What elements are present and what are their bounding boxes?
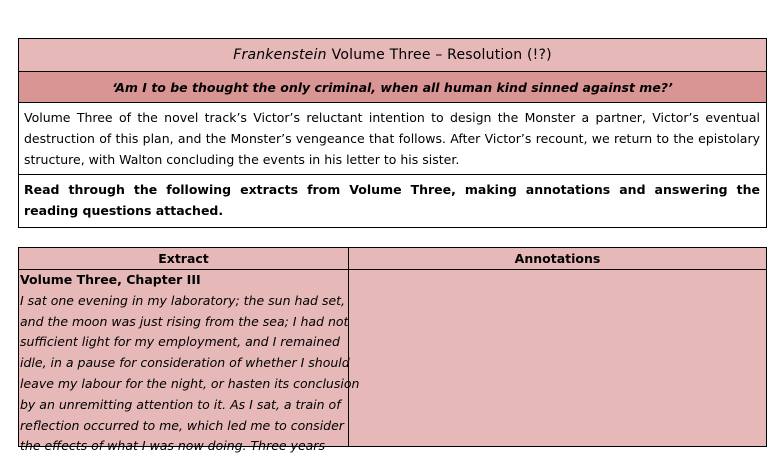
title-italic: Frankenstein <box>233 47 327 63</box>
extract-line: idle, in a pause for consideration of whether I should <box>20 355 350 371</box>
task-text: Read through the following extracts from Volume Three, making annotations and answering the reading questions attached. <box>24 182 760 218</box>
annotations-cell[interactable] <box>349 270 766 446</box>
extract-cell <box>19 270 360 457</box>
extract-line: reflection occurred to me, which led me to consider <box>20 417 344 433</box>
extract-line: and the moon was just rising from the sea; I had not <box>20 313 349 329</box>
column-header-annotations: Annotations <box>514 251 601 266</box>
quote-text: ‘Am I to be thought the only criminal, when all human kind sinned against me?’ <box>112 79 673 95</box>
intro-paragraph <box>18 102 767 175</box>
column-header-extract: Extract <box>158 251 209 266</box>
extract-table <box>18 247 767 454</box>
chapter-heading: Volume Three, Chapter III <box>20 272 201 287</box>
extract-line: I sat one evening in my laboratory; the sun had set, <box>20 292 346 308</box>
extract-line: leave my labour for the night, or hasten its conclusion <box>20 375 360 391</box>
task-instructions <box>18 174 767 228</box>
extract-line: the effects of what I was now doing. Three years <box>20 438 325 454</box>
quote-banner <box>18 71 767 103</box>
table-header-row <box>19 248 766 270</box>
extract-line: by an unremitting attention to it. As I sat, a train of <box>20 396 341 412</box>
intro-text: Volume Three of the novel track’s Victor’s reluctant intention to design the Monster a partner, Victor’s eventual destruction of this plan, and the Monster’s vengeance that follows. After Victor’s recount, we return to the epistolary structure, with Walton concluding the events in his letter to his sister. <box>24 110 760 167</box>
page-title <box>18 38 767 72</box>
title-rest: Volume Three – Resolution (!?) <box>331 47 552 63</box>
extract-line: sufficient light for my employment, and I remained <box>20 334 340 350</box>
